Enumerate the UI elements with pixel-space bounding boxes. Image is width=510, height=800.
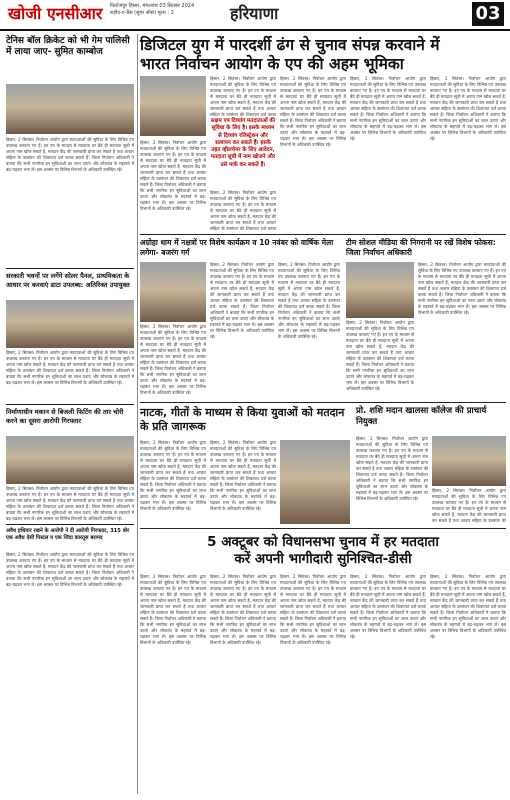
quote-box-text: सक्षम एप दिव्यांग मतदाताओं की सुविधा के लिए है। इसके माध्यम से दिव्यांग रजिस्ट्रेशन और सत्यापन कर सकते हैं। इसके तहत व्हीलचेयर के लिए आवेदन, मतदाता सूची में नाम खोजने और उसे मार्क कर सकते हैं। bbox=[210, 118, 276, 168]
natak-story-col1: हिसार, 2 सितंबर। निर्वाचन आयोग द्वारा मतदाताओं की सुविधा के लिए विभिन्न एप उपलब्ध करवाए गए हैं। इन एप के माध्यम से मतदाता घर बैठे ही मतदाता सूची में अपना नाम खोज सकते हैं, मतदान केंद्र की जानकारी प्राप्त कर सकते हैं तथा आचार संहिता के उल्लंघन की शिकायत दर्ज करवा सकते हैं। जिला निर्वाचन अधिकारी ने बताया कि सभी नागरिक इन सुविधाओं का लाभ उठाएं और लोकतंत्र के महापर्व में बढ़-चढ़कर भाग लें। इस अवसर पर विभिन्न विभागों के अधिकारी उपस्थित रहे। bbox=[140, 440, 206, 511]
left-story-photo bbox=[6, 84, 134, 134]
bottom-headline bbox=[140, 534, 506, 568]
natak-story-photo bbox=[280, 440, 350, 524]
mid-left-story-photo bbox=[6, 300, 134, 348]
agroha-story-col3: हिसार, 2 सितंबर। निर्वाचन आयोग द्वारा मतदाताओं की सुविधा के लिए विभिन्न एप उपलब्ध करवाए गए हैं। इन एप के माध्यम से मतदाता घर बैठे ही मतदाता सूची में अपना नाम खोज सकते हैं, मतदान केंद्र की जानकारी प्राप्त कर सकते हैं तथा आचार संहिता के उल्लंघन की शिकायत दर्ज करवा सकते हैं। जिला निर्वाचन अधिकारी ने बताया कि सभी नागरिक इन सुविधाओं का लाभ उठाएं और लोकतंत्र के महापर्व में बढ़-चढ़कर भाग लें। इस अवसर पर विभिन्न विभागों के अधिकारी उपस्थित रहे। bbox=[278, 262, 340, 339]
bottom-story-col2: हिसार, 2 सितंबर। निर्वाचन आयोग द्वारा मतदाताओं की सुविधा के लिए विभिन्न एप उपलब्ध करवाए गए हैं। इन एप के माध्यम से मतदाता घर बैठे ही मतदाता सूची में अपना नाम खोज सकते हैं, मतदान केंद्र की जानकारी प्राप्त कर सकते हैं तथा आचार संहिता के उल्लंघन की शिकायत दर्ज करवा सकते हैं। जिला निर्वाचन अधिकारी ने बताया कि सभी नागरिक इन सुविधाओं का लाभ उठाएं और लोकतंत्र के महापर्व में बढ़-चढ़कर भाग लें। इस अवसर पर विभिन्न विभागों के अधिकारी उपस्थित रहे। bbox=[210, 574, 276, 645]
college-story-col2: हिसार, 2 सितंबर। निर्वाचन आयोग द्वारा मतदाताओं की सुविधा के लिए विभिन्न एप उपलब्ध करवाए गए हैं। इन एप के माध्यम से मतदाता घर बैठे ही मतदाता सूची में अपना नाम खोज सकते हैं, मतदान केंद्र की जानकारी प्राप्त कर सकते हैं तथा आचार संहिता के उल्लंघन की bbox=[432, 488, 506, 523]
main-story-col3: हिसार, 2 सितंबर। निर्वाचन आयोग द्वारा मतदाताओं की सुविधा के लिए विभिन्न एप उपलब्ध करवाए गए हैं। इन एप के माध्यम से मतदाता घर बैठे ही मतदाता सूची में अपना नाम खोज सकते हैं, मतदान केंद्र की जानकारी प्राप्त कर सकते हैं तथा आचार संहिता के उल्लंघन की शिकायत दर्ज करवा सकते हैं। जिला निर्वाचन अधिकारी ने बताया कि सभी नागरिक इन सुविधाओं का लाभ उठाएं और लोकतंत्र के महापर्व में बढ़-चढ़कर भाग लें। इस अवसर पर विभिन्न विभागों के अधिकारी उपस्थित रहे। bbox=[280, 76, 346, 147]
team-story-col1: हिसार, 2 सितंबर। निर्वाचन आयोग द्वारा मतदाताओं की सुविधा के लिए विभिन्न एप उपलब्ध करवाए गए हैं। इन एप के माध्यम से मतदाता घर बैठे ही मतदाता सूची में अपना नाम खोज सकते हैं, मतदान केंद्र की जानकारी प्राप्त कर सकते हैं तथा आचार संहिता के उल्लंघन की शिकायत दर्ज करवा सकते हैं। जिला निर्वाचन अधिकारी ने बताया कि सभी नागरिक इन सुविधाओं का लाभ उठाएं और लोकतंत्र के महापर्व में बढ़-चढ़कर भाग लें। इस अवसर पर विभिन्न विभागों के अधिकारी उपस्थित रहे। bbox=[346, 320, 414, 391]
main-headline-line1: डिजिटल युग में पारदर्शी ढंग से चुनाव संपन्न करवाने में bbox=[140, 36, 440, 54]
quote-box bbox=[210, 118, 276, 188]
divider bbox=[6, 404, 134, 405]
team-story-photo bbox=[346, 262, 414, 318]
column-rule bbox=[137, 34, 138, 794]
bottom-headline-line2: करें अपनी भागीदारी सुनिश्चित-डीसी bbox=[234, 551, 412, 567]
mid-left-story-body: हिसार, 2 सितंबर। निर्वाचन आयोग द्वारा मतदाताओं की सुविधा के लिए विभिन्न एप उपलब्ध करवाए गए हैं। इन एप के माध्यम से मतदाता घर बैठे ही मतदाता सूची में अपना नाम खोज सकते हैं, मतदान केंद्र की जानकारी प्राप्त कर सकते हैं तथा आचार संहिता के उल्लंघन की शिकायत दर्ज करवा सकते हैं। जिला निर्वाचन अधिकारी ने बताया कि सभी नागरिक इन सुविधाओं का लाभ उठाएं और लोकतंत्र के महापर्व में बढ़-चढ़कर भाग लें। इस अवसर पर विभिन्न विभागों के अधिकारी उपस्थित रहे। bbox=[6, 350, 134, 385]
divider bbox=[140, 402, 506, 403]
agroha-story-photo bbox=[140, 262, 206, 322]
main-headline-line2: भारत निर्वाचन आयोग के एप की अहम भूमिका bbox=[140, 55, 404, 73]
agroha-story-col1: हिसार, 2 सितंबर। निर्वाचन आयोग द्वारा मतदाताओं की सुविधा के लिए विभिन्न एप उपलब्ध करवाए गए हैं। इन एप के माध्यम से मतदाता घर बैठे ही मतदाता सूची में अपना नाम खोज सकते हैं, मतदान केंद्र की जानकारी प्राप्त कर सकते हैं तथा आचार संहिता के उल्लंघन की शिकायत दर्ज करवा सकते हैं। जिला निर्वाचन अधिकारी ने बताया कि सभी नागरिक इन सुविधाओं का लाभ उठाएं और लोकतंत्र के महापर्व में बढ़-चढ़कर भाग लें। इस अवसर पर विभिन्न विभागों के अधिकारी उपस्थित रहे। bbox=[140, 324, 206, 395]
masthead-title: खोजी एनसीआर bbox=[8, 4, 103, 23]
masthead-meta-line2: शहीद-ए-ग्रैस (सुपर सीस) मूल्य : 2 bbox=[110, 10, 174, 16]
page-number: 03 bbox=[472, 2, 504, 26]
main-story-photo bbox=[140, 76, 206, 136]
main-story-col4: हिसार, 2 सितंबर। निर्वाचन आयोग द्वारा मतदाताओं की सुविधा के लिए विभिन्न एप उपलब्ध करवाए गए हैं। इन एप के माध्यम से मतदाता घर बैठे ही मतदाता सूची में अपना नाम खोज सकते हैं, मतदान केंद्र की जानकारी प्राप्त कर सकते हैं तथा आचार संहिता के उल्लंघन की शिकायत दर्ज करवा सकते हैं। जिला निर्वाचन अधिकारी ने बताया कि सभी नागरिक इन सुविधाओं का लाभ उठाएं और लोकतंत्र के महापर्व में बढ़-चढ़कर भाग लें। इस अवसर पर विभिन्न विभागों के अधिकारी उपस्थित रहे। bbox=[350, 76, 426, 141]
divider bbox=[140, 528, 506, 529]
divider bbox=[140, 234, 506, 235]
masthead-meta bbox=[110, 3, 200, 17]
bottom-story-col4: हिसार, 2 सितंबर। निर्वाचन आयोग द्वारा मतदाताओं की सुविधा के लिए विभिन्न एप उपलब्ध करवाए गए हैं। इन एप के माध्यम से मतदाता घर बैठे ही मतदाता सूची में अपना नाम खोज सकते हैं, मतदान केंद्र की जानकारी प्राप्त कर सकते हैं तथा आचार संहिता के उल्लंघन की शिकायत दर्ज करवा सकते हैं। जिला निर्वाचन अधिकारी ने बताया कि सभी नागरिक इन सुविधाओं का लाभ उठाएं और लोकतंत्र के महापर्व में बढ़-चढ़कर भाग लें। इस अवसर पर विभिन्न विभागों के अधिकारी उपस्थित रहे। bbox=[350, 574, 426, 639]
section-title: हरियाणा bbox=[230, 4, 279, 23]
small-story-body: हिसार, 2 सितंबर। निर्वाचन आयोग द्वारा मतदाताओं की सुविधा के लिए विभिन्न एप उपलब्ध करवाए गए हैं। इन एप के माध्यम से मतदाता घर बैठे ही मतदाता सूची में अपना नाम खोज सकते हैं, मतदान केंद्र की जानकारी प्राप्त कर सकते हैं तथा आचार संहिता के उल्लंघन की शिकायत दर्ज करवा सकते हैं। जिला निर्वाचन अधिकारी ने बताया कि सभी नागरिक इन सुविधाओं का लाभ उठाएं और लोकतंत्र के महापर्व में बढ़-चढ़कर भाग लें। इस अवसर पर विभिन्न विभागों के अधिकारी उपस्थित रहे। bbox=[6, 552, 134, 587]
divider bbox=[6, 268, 134, 269]
natak-story-col2: हिसार, 2 सितंबर। निर्वाचन आयोग द्वारा मतदाताओं की सुविधा के लिए विभिन्न एप उपलब्ध करवाए गए हैं। इन एप के माध्यम से मतदाता घर बैठे ही मतदाता सूची में अपना नाम खोज सकते हैं, मतदान केंद्र की जानकारी प्राप्त कर सकते हैं तथा आचार संहिता के उल्लंघन की शिकायत दर्ज करवा सकते हैं। जिला निर्वाचन अधिकारी ने बताया कि सभी नागरिक इन सुविधाओं का लाभ उठाएं और लोकतंत्र के महापर्व में बढ़-चढ़कर भाग लें। इस अवसर पर विभिन्न विभागों के अधिकारी उपस्थित रहे। bbox=[210, 440, 276, 511]
theft-story-body: हिसार, 2 सितंबर। निर्वाचन आयोग द्वारा मतदाताओं की सुविधा के लिए विभिन्न एप उपलब्ध करवाए गए हैं। इन एप के माध्यम से मतदाता घर बैठे ही मतदाता सूची में अपना नाम खोज सकते हैं, मतदान केंद्र की जानकारी प्राप्त कर सकते हैं तथा आचार संहिता के उल्लंघन की शिकायत दर्ज करवा सकते हैं। जिला निर्वाचन अधिकारी ने बताया कि सभी नागरिक इन सुविधाओं का लाभ उठाएं और लोकतंत्र के महापर्व में बढ़-चढ़कर भाग लें। इस अवसर पर विभिन्न विभागों के अधिकारी उपस्थित रहे। bbox=[6, 486, 134, 521]
left-story-headline: टेनिस बॉल क्रिकेट को भी गेम पालिसी में लाया जाए- सुमित काम्बोज bbox=[6, 36, 130, 57]
left-story-body: हिसार, 2 सितंबर। निर्वाचन आयोग द्वारा मतदाताओं की सुविधा के लिए विभिन्न एप उपलब्ध करवाए गए हैं। इन एप के माध्यम से मतदाता घर बैठे ही मतदाता सूची में अपना नाम खोज सकते हैं, मतदान केंद्र की जानकारी प्राप्त कर सकते हैं तथा आचार संहिता के उल्लंघन की शिकायत दर्ज करवा सकते हैं। जिला निर्वाचन अधिकारी ने बताया कि सभी नागरिक इन सुविधाओं का लाभ उठाएं और लोकतंत्र के महापर्व में बढ़-चढ़कर भाग लें। इस अवसर पर विभिन्न विभागों के अधिकारी उपस्थित रहे। bbox=[6, 137, 134, 172]
team-story-headline: टीम सोशल मीडिया की निगरानी पर रखें विशेष फोकस: जिला निर्वाचन अधिकारी bbox=[346, 238, 496, 257]
bottom-story-col5: हिसार, 2 सितंबर। निर्वाचन आयोग द्वारा मतदाताओं की सुविधा के लिए विभिन्न एप उपलब्ध करवाए गए हैं। इन एप के माध्यम से मतदाता घर बैठे ही मतदाता सूची में अपना नाम खोज सकते हैं, मतदान केंद्र की जानकारी प्राप्त कर सकते हैं तथा आचार संहिता के उल्लंघन की शिकायत दर्ज करवा सकते हैं। जिला निर्वाचन अधिकारी ने बताया कि सभी नागरिक इन सुविधाओं का लाभ उठाएं और लोकतंत्र के महापर्व में बढ़-चढ़कर भाग लें। इस अवसर पर विभिन्न विभागों के अधिकारी उपस्थित रहे। bbox=[430, 574, 506, 639]
bottom-story-col3: हिसार, 2 सितंबर। निर्वाचन आयोग द्वारा मतदाताओं की सुविधा के लिए विभिन्न एप उपलब्ध करवाए गए हैं। इन एप के माध्यम से मतदाता घर बैठे ही मतदाता सूची में अपना नाम खोज सकते हैं, मतदान केंद्र की जानकारी प्राप्त कर सकते हैं तथा आचार संहिता के उल्लंघन की शिकायत दर्ज करवा सकते हैं। जिला निर्वाचन अधिकारी ने बताया कि सभी नागरिक इन सुविधाओं का लाभ उठाएं और लोकतंत्र के महापर्व में बढ़-चढ़कर भाग लें। इस अवसर पर विभिन्न विभागों के अधिकारी उपस्थित रहे। bbox=[280, 574, 346, 645]
natak-story-headline: नाटक, गीतों के माध्यम से किया युवाओं को मतदान के प्रति जागरूक bbox=[140, 406, 345, 433]
header-rule bbox=[0, 29, 510, 31]
main-story-col1: हिसार, 2 सितंबर। निर्वाचन आयोग द्वारा मतदाताओं की सुविधा के लिए विभिन्न एप उपलब्ध करवाए गए हैं। इन एप के माध्यम से मतदाता घर बैठे ही मतदाता सूची में अपना नाम खोज सकते हैं, मतदान केंद्र की जानकारी प्राप्त कर सकते हैं तथा आचार संहिता के उल्लंघन की शिकायत दर्ज करवा सकते हैं। जिला निर्वाचन अधिकारी ने बताया कि सभी नागरिक इन सुविधाओं का लाभ उठाएं और लोकतंत्र के महापर्व में बढ़-चढ़कर भाग लें। इस अवसर पर विभिन्न विभागों के अधिकारी उपस्थित रहे। bbox=[140, 140, 206, 211]
college-story-col1: हिसार, 2 सितंबर। निर्वाचन आयोग द्वारा मतदाताओं की सुविधा के लिए विभिन्न एप उपलब्ध करवाए गए हैं। इन एप के माध्यम से मतदाता घर बैठे ही मतदाता सूची में अपना नाम खोज सकते हैं, मतदान केंद्र की जानकारी प्राप्त कर सकते हैं तथा आचार संहिता के उल्लंघन की शिकायत दर्ज करवा सकते हैं। जिला निर्वाचन अधिकारी ने बताया कि सभी नागरिक इन सुविधाओं का लाभ उठाएं और लोकतंत्र के महापर्व में बढ़-चढ़कर भाग लें। इस अवसर पर विभिन्न विभागों के अधिकारी उपस्थित रहे। bbox=[356, 436, 428, 501]
bottom-story-col1: हिसार, 2 सितंबर। निर्वाचन आयोग द्वारा मतदाताओं की सुविधा के लिए विभिन्न एप उपलब्ध करवाए गए हैं। इन एप के माध्यम से मतदाता घर बैठे ही मतदाता सूची में अपना नाम खोज सकते हैं, मतदान केंद्र की जानकारी प्राप्त कर सकते हैं तथा आचार संहिता के उल्लंघन की शिकायत दर्ज करवा सकते हैं। जिला निर्वाचन अधिकारी ने बताया कि सभी नागरिक इन सुविधाओं का लाभ उठाएं और लोकतंत्र के महापर्व में बढ़-चढ़कर भाग लें। इस अवसर पर विभिन्न विभागों के अधिकारी उपस्थित रहे। bbox=[140, 574, 206, 645]
bottom-headline-line1: 5 अक्टूबर को विधानसभा चुनाव में हर मतदाता bbox=[207, 534, 439, 550]
main-story-col2: हिसार, 2 सितंबर। निर्वाचन आयोग द्वारा मतदाताओं की सुविधा के लिए विभिन्न एप उपलब्ध करवाए गए हैं। इन एप के माध्यम से मतदाता घर बैठे ही मतदाता सूची में अपना नाम खोज सकते हैं, मतदान केंद्र की जानकारी प्राप्त कर सकते हैं तथा आचार संहिता के उल्लंघन की शिकायत दर्ज करवा bbox=[210, 76, 276, 116]
divider bbox=[6, 524, 134, 525]
agroha-story-col2: हिसार, 2 सितंबर। निर्वाचन आयोग द्वारा मतदाताओं की सुविधा के लिए विभिन्न एप उपलब्ध करवाए गए हैं। इन एप के माध्यम से मतदाता घर बैठे ही मतदाता सूची में अपना नाम खोज सकते हैं, मतदान केंद्र की जानकारी प्राप्त कर सकते हैं तथा आचार संहिता के उल्लंघन की शिकायत दर्ज करवा सकते हैं। जिला निर्वाचन अधिकारी ने बताया कि सभी नागरिक इन सुविधाओं का लाभ उठाएं और लोकतंत्र के महापर्व में बढ़-चढ़कर भाग लें। इस अवसर पर विभिन्न विभागों के अधिकारी उपस्थित रहे। bbox=[210, 262, 274, 339]
college-story-headline: प्रो. शशि मदान खालसा कॉलेज की प्राचार्य नियुक्त bbox=[356, 406, 487, 427]
main-headline bbox=[140, 36, 508, 74]
page-header bbox=[0, 0, 510, 30]
main-story-col5: हिसार, 2 सितंबर। निर्वाचन आयोग द्वारा मतदाताओं की सुविधा के लिए विभिन्न एप उपलब्ध करवाए गए हैं। इन एप के माध्यम से मतदाता घर बैठे ही मतदाता सूची में अपना नाम खोज सकते हैं, मतदान केंद्र की जानकारी प्राप्त कर सकते हैं तथा आचार संहिता के उल्लंघन की शिकायत दर्ज करवा सकते हैं। जिला निर्वाचन अधिकारी ने बताया कि सभी नागरिक इन सुविधाओं का लाभ उठाएं और लोकतंत्र के महापर्व में बढ़-चढ़कर भाग लें। इस अवसर पर विभिन्न विभागों के अधिकारी उपस्थित रहे। bbox=[430, 76, 506, 141]
theft-story-photo bbox=[6, 436, 134, 484]
masthead-meta-line1: फिरोजपुर हिसार, मंगलवार 03 सितंबर 2024 bbox=[110, 3, 195, 9]
mid-left-story-headline: सरकारी भवनों पर लगेंगे सोलर पैनल, प्राथमिकता के आधार पर करवाएं डाटा उपलब्ध: अतिरिक्त उपायुक्त bbox=[6, 272, 130, 289]
college-story-photo bbox=[432, 436, 506, 486]
agroha-story-headline: अग्रोहा धाम में नक्षत्रों पर विशेष कार्यक्रम व 10 नवंबर को वार्षिक मेला लगेगा- बजरंग गर्ग bbox=[140, 238, 334, 257]
main-story-col2b: हिसार, 2 सितंबर। निर्वाचन आयोग द्वारा मतदाताओं की सुविधा के लिए विभिन्न एप उपलब्ध करवाए गए हैं। इन एप के माध्यम से मतदाता घर बैठे ही मतदाता सूची में अपना नाम खोज सकते हैं, मतदान केंद्र की जानकारी प्राप्त कर सकते हैं तथा आचार संहिता के उल्लंघन की शिकायत दर्ज करवा bbox=[210, 190, 276, 230]
small-story-headline: अवैध हथियार रखने के आरोपी ने दी आरोपी गिरफ्तार, 315 बोर एक अवैध देसी पिस्टल व एक जिंदा कारतूस बरामद bbox=[6, 528, 130, 541]
team-story-col2: हिसार, 2 सितंबर। निर्वाचन आयोग द्वारा मतदाताओं की सुविधा के लिए विभिन्न एप उपलब्ध करवाए गए हैं। इन एप के माध्यम से मतदाता घर बैठे ही मतदाता सूची में अपना नाम खोज सकते हैं, मतदान केंद्र की जानकारी प्राप्त कर सकते हैं तथा आचार संहिता के उल्लंघन की शिकायत दर्ज करवा सकते हैं। जिला निर्वाचन अधिकारी ने बताया कि सभी नागरिक इन सुविधाओं का लाभ उठाएं और लोकतंत्र के महापर्व में बढ़-चढ़कर भाग लें। इस अवसर पर विभिन्न विभागों के अधिकारी उपस्थित रहे। bbox=[418, 262, 506, 315]
theft-story-headline: निर्माणाधीन मकान से बिजली फिटिंग की तार चोरी करने का दूसरा आरोपी गिरफ्तार bbox=[6, 408, 124, 425]
